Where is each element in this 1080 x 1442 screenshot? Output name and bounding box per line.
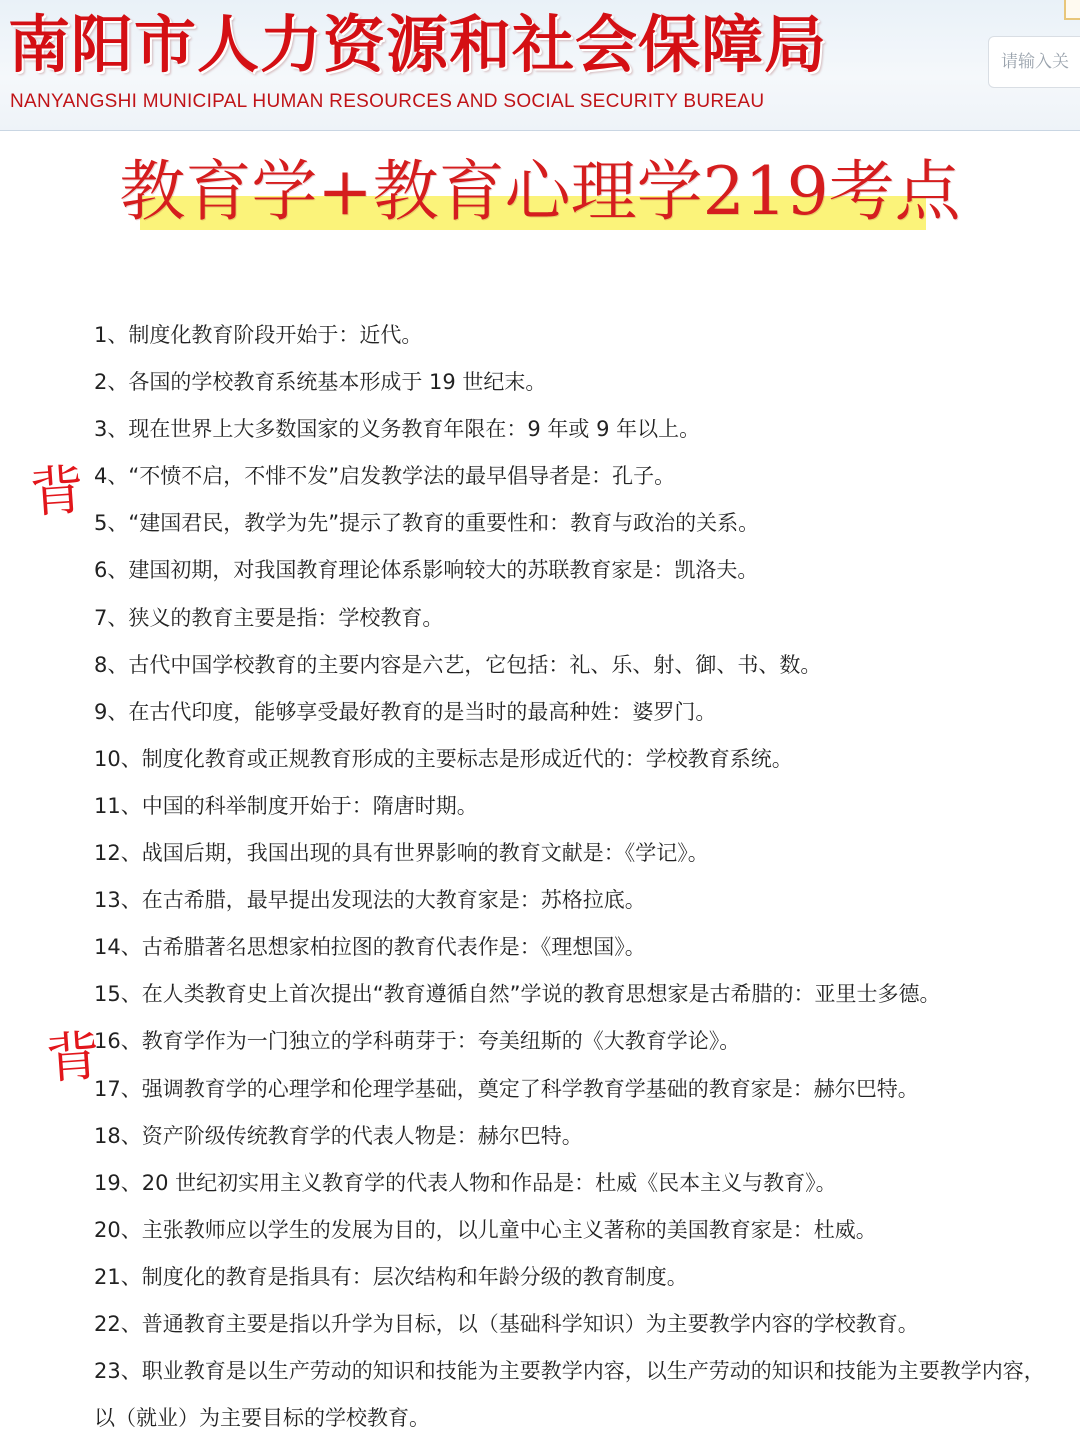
list-item: 8、古代中国学校教育的主要内容是六艺，它包括：礼、乐、射、御、书、数。	[94, 652, 822, 677]
list-item: 17、强调教育学的心理学和伦理学基础，奠定了科学教育学基础的教育家是：赫尔巴特。	[94, 1076, 919, 1101]
list-item: 1、制度化教育阶段开始于：近代。	[94, 323, 423, 347]
list-item: 18、资产阶级传统教育学的代表人物是：赫尔巴特。	[94, 1123, 583, 1148]
list-item: 7、狭义的教育主要是指：学校教育。	[94, 605, 444, 630]
corner-decoration	[1064, 0, 1080, 20]
handwritten-mark: 背	[43, 1024, 103, 1091]
list-item: 20、主张教师应以学生的发展为目的，以儿童中心主义著称的美国教育家是：杜威。	[94, 1217, 877, 1242]
list-item: 9、在古代印度，能够享受最好教育的是当时的最高种姓：婆罗门。	[94, 699, 717, 724]
list-item: 14、古希腊著名思想家柏拉图的教育代表作是：《理想国》。	[94, 935, 646, 960]
list-item: 10、制度化教育或正规教育形成的主要标志是形成近代的：学校教育系统。	[94, 746, 793, 771]
handwritten-mark: 背	[27, 458, 87, 525]
list-item: 11、中国的科举制度开始于：隋唐时期。	[94, 793, 478, 818]
list-item: 15、在人类教育史上首次提出“教育遵循自然”学说的教育思想家是古希腊的：亚里士多德。	[94, 982, 941, 1007]
list-item: 6、建国初期，对我国教育理论体系影响较大的苏联教育家是：凯洛夫。	[94, 558, 759, 583]
org-name-cn: 南阳市人力资源和社会保障局	[8, 8, 828, 81]
list-item: 12、战国后期，我国出现的具有世界影响的教育文献是：《学记》。	[94, 841, 709, 866]
list-item: 16、教育学作为一门独立的学科萌芽于：夸美纽斯的《大教育学论》。	[94, 1029, 741, 1054]
list-item: 5、“建国君民，教学为先”提示了教育的重要性和：教育与政治的关系。	[94, 511, 760, 536]
site-header	[0, 0, 1080, 131]
list-item: 21、制度化的教育是指具有：层次结构和年龄分级的教育制度。	[94, 1264, 688, 1289]
list-item: 23、职业教育是以生产劳动的知识和技能为主要教学内容，以生产劳动的知识和技能为主要教学内容， 以（就业）为主要目标的学校教育。	[94, 1359, 1045, 1431]
list-item: 4、“不愤不启，不悱不发”启发教学法的最早倡导者是：孔子。	[94, 464, 676, 489]
list-item: 19、20 世纪初实用主义教育学的代表人物和作品是：杜威《民本主义与教育》。	[94, 1170, 837, 1195]
list-item: 3、现在世界上大多数国家的义务教育年限在：9 年或 9 年以上。	[94, 417, 701, 442]
list-item: 13、在古希腊，最早提出发现法的大教育家是：苏格拉底。	[94, 888, 646, 913]
title-block	[0, 150, 1080, 240]
search-input[interactable]	[988, 36, 1080, 88]
list-item: 22、普通教育主要是指以升学为目标，以（基础科学知识）为主要教学内容的学校教育。	[94, 1311, 919, 1336]
org-name-en: NANYANGSHI MUNICIPAL HUMAN RESOURCES AND SOCIAL SECURITY BUREAU	[10, 91, 765, 112]
page-title: 教育学+教育心理学219考点	[119, 153, 961, 230]
points-list	[0, 312, 1080, 1442]
list-item: 2、各国的学校教育系统基本形成于 19 世纪末。	[94, 370, 547, 395]
